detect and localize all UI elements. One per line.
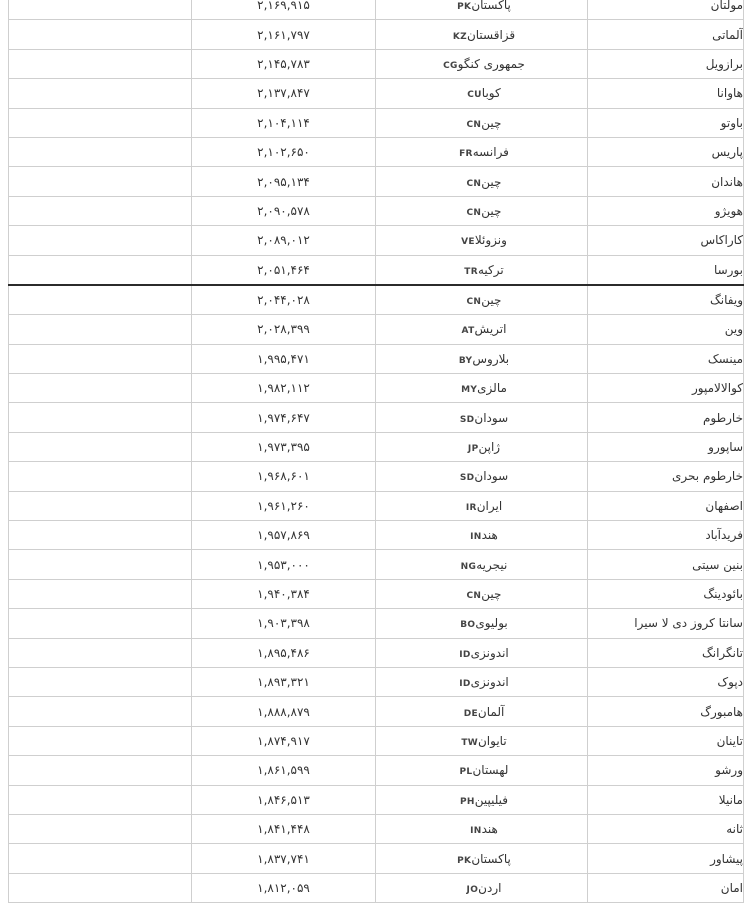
city-cell: ویفانگ	[588, 285, 744, 315]
country-code: BO	[460, 620, 476, 631]
country-name: فیلیپین	[474, 792, 509, 807]
empty-cell	[9, 432, 192, 461]
country-cell	[376, 226, 588, 255]
population-cell: ۱,۸۴۶,۵۱۳	[192, 785, 376, 814]
table-row	[9, 521, 744, 550]
population-cell: ۱,۸۷۴,۹۱۷	[192, 726, 376, 755]
country-cell	[376, 579, 588, 608]
table-row	[9, 255, 744, 285]
country-name: بلاروس	[472, 351, 510, 366]
city-cell: هامبورگ	[588, 697, 744, 726]
country-name: آلمان	[477, 704, 505, 719]
empty-cell	[9, 638, 192, 667]
country-cell	[376, 814, 588, 843]
population-cell: ۲,۰۸۹,۰۱۲	[192, 226, 376, 255]
population-cell: ۲,۰۲۸,۳۹۹	[192, 315, 376, 344]
country-cell	[376, 49, 588, 78]
empty-cell	[9, 137, 192, 166]
empty-cell	[9, 403, 192, 432]
empty-cell	[9, 756, 192, 785]
country-name: اردن	[478, 880, 502, 895]
country-code: PH	[459, 796, 475, 807]
country-name: جمهوری کنگو	[457, 56, 525, 71]
population-cell: ۱,۸۱۲,۰۵۹	[192, 873, 376, 902]
country-cell	[376, 255, 588, 285]
country-cell	[376, 0, 588, 20]
country-code: CN	[466, 119, 482, 130]
country-name: قزاقستان	[466, 27, 516, 42]
country-code: CU	[467, 90, 482, 101]
population-cell: ۱,۹۷۴,۶۴۷	[192, 403, 376, 432]
empty-cell	[9, 285, 192, 315]
population-cell: ۱,۹۵۳,۰۰۰	[192, 550, 376, 579]
empty-cell	[9, 814, 192, 843]
country-cell	[376, 726, 588, 755]
city-cell: ثانه	[588, 814, 744, 843]
city-cell: ورشو	[588, 756, 744, 785]
empty-cell	[9, 226, 192, 255]
population-cell: ۲,۱۶۱,۷۹۷	[192, 20, 376, 49]
table-row	[9, 0, 744, 20]
population-cell: ۱,۹۶۱,۲۶۰	[192, 491, 376, 520]
country-code: CN	[466, 591, 482, 601]
country-code: CG	[443, 60, 458, 71]
table-row	[9, 344, 744, 373]
country-code: PK	[457, 855, 472, 866]
population-cell: ۱,۸۴۱,۴۴۸	[192, 814, 376, 843]
empty-cell	[9, 462, 192, 491]
country-code: VE	[461, 237, 475, 248]
country-code: FR	[459, 149, 473, 160]
country-code: SD	[459, 414, 475, 425]
country-cell	[376, 756, 588, 785]
country-code: SD	[459, 473, 475, 484]
table-row	[9, 844, 744, 873]
population-cell: ۲,۰۴۴,۰۲۸	[192, 285, 376, 315]
table-row	[9, 785, 744, 814]
country-name: تایوان	[477, 733, 507, 748]
city-cell: امان	[588, 873, 744, 902]
table-body	[9, 0, 744, 903]
table-row	[9, 137, 744, 166]
empty-cell	[9, 521, 192, 550]
empty-cell	[9, 785, 192, 814]
country-code: IN	[470, 532, 482, 543]
empty-cell	[9, 255, 192, 285]
country-cell	[376, 20, 588, 49]
population-cell: ۲,۰۹۰,۵۷۸	[192, 196, 376, 225]
city-cell: مولتان	[588, 0, 744, 20]
empty-cell	[9, 550, 192, 579]
population-cell: ۱,۸۹۳,۳۲۱	[192, 667, 376, 696]
country-cell	[376, 344, 588, 373]
empty-cell	[9, 844, 192, 873]
country-cell	[376, 285, 588, 315]
table-row	[9, 196, 744, 225]
table-row	[9, 579, 744, 608]
country-code: CN	[466, 178, 482, 189]
table-row	[9, 432, 744, 461]
country-code: MY	[461, 385, 478, 396]
city-cell: بورسا	[588, 255, 744, 285]
city-cell: بنین سیتی	[588, 550, 744, 579]
city-cell: پیشاور	[588, 844, 744, 873]
country-name: فرانسه	[472, 145, 509, 160]
table-row	[9, 638, 744, 667]
table-row	[9, 697, 744, 726]
population-cell: ۱,۹۸۲,۱۱۲	[192, 374, 376, 403]
empty-cell	[9, 609, 192, 638]
table-row	[9, 491, 744, 520]
table-row	[9, 20, 744, 49]
country-code: TW	[461, 737, 478, 748]
table-row	[9, 79, 744, 108]
country-name: پاکستان	[471, 851, 511, 866]
population-cell: ۱,۸۳۷,۷۴۱	[192, 844, 376, 873]
empty-cell	[9, 667, 192, 696]
country-cell	[376, 167, 588, 196]
city-cell: آلماتی	[588, 20, 744, 49]
country-name: اندونزی	[470, 675, 509, 690]
country-code: PK	[457, 2, 472, 13]
country-code: ID	[459, 649, 471, 660]
cities-population-table	[8, 0, 744, 903]
city-cell: وین	[588, 315, 744, 344]
country-code: JP	[467, 444, 479, 455]
population-cell: ۲,۰۹۵,۱۳۴	[192, 167, 376, 196]
country-cell	[376, 667, 588, 696]
city-cell: هاوانا	[588, 79, 744, 108]
country-name: هند	[481, 528, 498, 543]
country-code: KZ	[452, 31, 467, 42]
population-cell: ۱,۸۸۸,۸۷۹	[192, 697, 376, 726]
population-cell: ۱,۹۶۸,۶۰۱	[192, 462, 376, 491]
table-row	[9, 462, 744, 491]
country-cell	[376, 521, 588, 550]
city-cell: خارطوم بحری	[588, 462, 744, 491]
population-cell: ۱,۸۶۱,۵۹۹	[192, 756, 376, 785]
city-cell: فریدآباد	[588, 521, 744, 550]
country-code: DE	[463, 708, 478, 719]
country-name: چین	[481, 174, 502, 189]
table-row	[9, 873, 744, 902]
table-row	[9, 726, 744, 755]
country-cell	[376, 374, 588, 403]
country-name: کوبا	[481, 86, 501, 101]
country-name: چین	[481, 293, 502, 308]
empty-cell	[9, 315, 192, 344]
population-cell: ۱,۹۰۳,۳۹۸	[192, 609, 376, 638]
city-cell: مینسک	[588, 344, 744, 373]
country-name: بولیوی	[475, 616, 508, 631]
country-name: اتریش	[474, 322, 507, 337]
country-code: IN	[470, 826, 482, 837]
country-name: ونزوئلا	[474, 233, 507, 248]
country-code: CN	[466, 297, 482, 308]
country-cell	[376, 550, 588, 579]
country-cell	[376, 137, 588, 166]
city-cell: کوالالامپور	[588, 374, 744, 403]
country-name: ترکیه	[477, 262, 504, 277]
country-cell	[376, 609, 588, 638]
table-row	[9, 756, 744, 785]
city-cell: پاریس	[588, 137, 744, 166]
city-cell: هاندان	[588, 167, 744, 196]
city-cell: کاراکاس	[588, 226, 744, 255]
population-cell: ۱,۹۹۵,۴۷۱	[192, 344, 376, 373]
empty-cell	[9, 579, 192, 608]
empty-cell	[9, 167, 192, 196]
table-row	[9, 167, 744, 196]
table-row	[9, 374, 744, 403]
table-row	[9, 285, 744, 315]
table-row	[9, 315, 744, 344]
empty-cell	[9, 108, 192, 137]
table-row	[9, 667, 744, 696]
country-code: JO	[466, 884, 479, 895]
country-name: هند	[481, 822, 498, 837]
city-cell: تاینان	[588, 726, 744, 755]
country-name: سودان	[474, 469, 509, 484]
country-cell	[376, 432, 588, 461]
empty-cell	[9, 726, 192, 755]
country-code: ID	[459, 679, 471, 690]
city-cell: ساپورو	[588, 432, 744, 461]
country-name: اندونزی	[470, 645, 509, 660]
population-cell: ۲,۱۶۹,۹۱۵	[192, 0, 376, 20]
city-cell: سانتا کروز دی لا سیرا	[588, 609, 744, 638]
city-cell: تانگرانگ	[588, 638, 744, 667]
country-cell	[376, 491, 588, 520]
city-cell: خارطوم	[588, 403, 744, 432]
city-cell: مانیلا	[588, 785, 744, 814]
city-cell: اصفهان	[588, 491, 744, 520]
city-cell: باوتو	[588, 108, 744, 137]
country-code: PL	[459, 767, 473, 778]
empty-cell	[9, 49, 192, 78]
city-cell: هویژو	[588, 196, 744, 225]
empty-cell	[9, 20, 192, 49]
country-cell	[376, 844, 588, 873]
empty-cell	[9, 196, 192, 225]
country-name: چین	[481, 203, 502, 218]
empty-cell	[9, 491, 192, 520]
country-cell	[376, 79, 588, 108]
country-cell	[376, 697, 588, 726]
population-cell: ۲,۱۰۴,۱۱۴	[192, 108, 376, 137]
country-cell	[376, 196, 588, 225]
country-cell	[376, 403, 588, 432]
empty-cell	[9, 374, 192, 403]
population-cell: ۲,۱۴۵,۷۸۳	[192, 49, 376, 78]
country-code: AT	[461, 326, 475, 337]
country-code: CN	[466, 207, 482, 218]
country-code: NG	[460, 561, 477, 572]
country-name: ژاپن	[478, 440, 501, 455]
population-cell: ۱,۹۷۳,۳۹۵	[192, 432, 376, 461]
country-name: پاکستان	[471, 0, 511, 13]
country-cell	[376, 785, 588, 814]
country-cell	[376, 315, 588, 344]
table-row	[9, 108, 744, 137]
population-cell: ۲,۱۳۷,۸۴۷	[192, 79, 376, 108]
table-row	[9, 226, 744, 255]
empty-cell	[9, 873, 192, 902]
country-name: نیجریه	[476, 557, 508, 572]
country-name: چین	[481, 587, 502, 601]
country-name: سودان	[474, 410, 509, 425]
country-name: چین	[481, 115, 502, 130]
table-row	[9, 609, 744, 638]
population-cell: ۲,۱۰۲,۶۵۰	[192, 137, 376, 166]
table-row	[9, 550, 744, 579]
population-cell: ۱,۸۹۵,۴۸۶	[192, 638, 376, 667]
city-cell: برازویل	[588, 49, 744, 78]
table-row	[9, 49, 744, 78]
table-row	[9, 814, 744, 843]
country-code: IR	[465, 502, 477, 513]
empty-cell	[9, 79, 192, 108]
country-name: ایران	[476, 498, 503, 513]
empty-cell	[9, 0, 192, 20]
city-cell: دپوک	[588, 667, 744, 696]
country-code: TR	[464, 266, 478, 277]
country-cell	[376, 108, 588, 137]
empty-cell	[9, 697, 192, 726]
population-cell: ۱,۹۴۰,۳۸۴	[192, 579, 376, 608]
country-name: لهستان	[472, 763, 509, 778]
country-cell	[376, 638, 588, 667]
country-name: مالزی	[477, 381, 507, 396]
empty-cell	[9, 344, 192, 373]
country-code: BY	[458, 355, 473, 366]
country-cell	[376, 873, 588, 902]
population-cell: ۲,۰۵۱,۴۶۴	[192, 255, 376, 285]
city-cell: بائودینگ	[588, 579, 744, 608]
table-row	[9, 403, 744, 432]
country-cell	[376, 462, 588, 491]
population-cell: ۱,۹۵۷,۸۶۹	[192, 521, 376, 550]
